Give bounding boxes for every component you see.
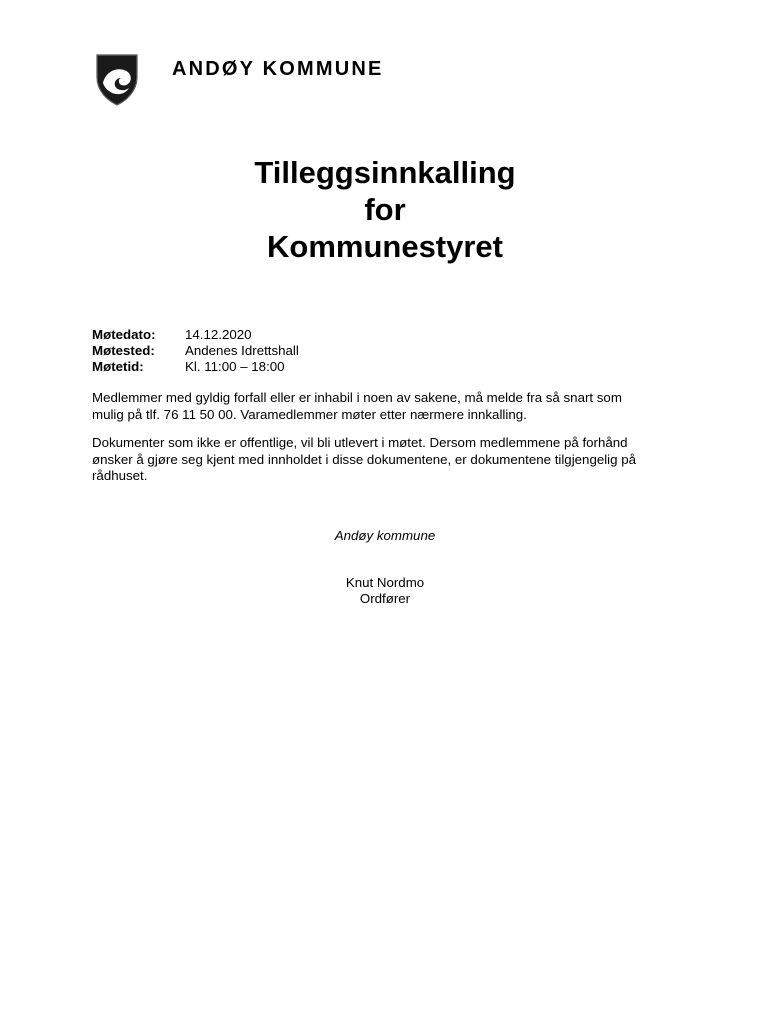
organization-name: ANDØY KOMMUNE <box>172 58 384 80</box>
paragraph-line: ønsker å gjøre seg kjent med innholdet i disse dokumentene, er dokumentene tilgjengelig på <box>92 451 637 467</box>
documents-notice-paragraph <box>92 435 692 485</box>
title-line: for <box>364 192 406 227</box>
coat-of-arms-icon <box>95 53 139 107</box>
absence-notice-paragraph <box>92 390 692 423</box>
meeting-time-row <box>92 359 299 375</box>
meeting-time-label: Møtetid: <box>92 359 144 374</box>
meeting-date-label: Møtedato: <box>92 327 156 342</box>
paragraph-line: Dokumenter som ikke er offentlige, vil bli utlevert i møtet. Dersom medlemmene på forhånd <box>92 435 628 450</box>
title-line: Kommunestyret <box>267 229 503 264</box>
meeting-date-row <box>92 327 299 343</box>
meeting-place-value: Andenes Idrettshall <box>185 343 299 358</box>
paragraph-line: mulig på tlf. 76 11 50 00. Varamedlemmer møter etter nærmere innkalling. <box>92 406 527 422</box>
meeting-time-value: Kl. 11:00 – 18:00 <box>185 359 285 374</box>
meeting-place-label: Møtested: <box>92 343 155 358</box>
meeting-details <box>92 327 299 375</box>
meeting-place-row <box>92 343 299 359</box>
paragraph-line: rådhuset. <box>92 468 148 483</box>
paragraph-line: Medlemmer med gyldig forfall eller er inhabil i noen av sakene, må melde fra så snart som <box>92 390 622 405</box>
title-line: Tilleggsinnkalling <box>254 155 516 190</box>
document-title <box>0 154 770 265</box>
signature-organization: Andøy kommune <box>334 528 436 543</box>
signature-role: Ordfører <box>359 591 411 606</box>
meeting-date-value: 14.12.2020 <box>185 327 252 342</box>
signature-name: Knut Nordmo <box>345 575 425 590</box>
